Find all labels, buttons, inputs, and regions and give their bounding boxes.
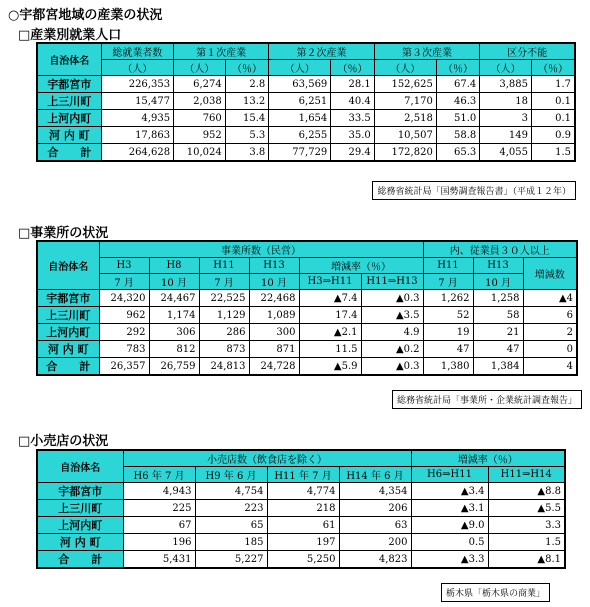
row-municipality-name: 上河内町 (37, 517, 123, 534)
table-cell: 3,885 (480, 76, 532, 93)
table-cell: 29.4 (331, 144, 374, 162)
retail-rate-sub: H11⇒H14 (488, 467, 565, 483)
table-cell: 7,170 (374, 93, 436, 110)
table-cell: 47 (423, 341, 473, 358)
table-cell: 196 (123, 534, 195, 551)
table-cell: 152,625 (374, 76, 436, 93)
row-municipality-name: 上三川町 (37, 307, 99, 324)
table-cell: ▲0.3 (361, 358, 423, 376)
employment-col-name: 自治体名 (37, 43, 101, 76)
employment-unit: （人） (174, 60, 226, 76)
table-cell: 300 (249, 324, 299, 341)
table-cell: 5,227 (195, 551, 267, 569)
table-cell: 292 (99, 324, 149, 341)
employment-unit: （％） (436, 60, 479, 76)
table-cell: 812 (149, 341, 199, 358)
table-cell: 0.1 (531, 110, 575, 127)
table-row (37, 127, 575, 144)
table-cell: 6,274 (174, 76, 226, 93)
table-cell: 26,357 (99, 358, 149, 376)
table-cell: 22,525 (199, 290, 249, 307)
table-cell: 962 (99, 307, 149, 324)
table-cell: 47 (473, 341, 523, 358)
business-year: H13 (249, 258, 299, 274)
table-cell: 19 (423, 324, 473, 341)
table-row (37, 517, 565, 534)
business-rate-sub: H11⇒H13 (361, 274, 423, 290)
table-cell: 185 (195, 534, 267, 551)
business-group1-header: 事業所数（民営） (99, 241, 423, 258)
table-cell: 149 (480, 127, 532, 144)
table-cell: 28.1 (331, 76, 374, 93)
table-cell: 873 (199, 341, 249, 358)
table-cell: 3 (480, 110, 532, 127)
table-cell: 4,935 (101, 110, 173, 127)
table-cell: ▲7.4 (299, 290, 361, 307)
business-col-name: 自治体名 (37, 241, 99, 290)
row-municipality-name: 合 計 (37, 144, 101, 162)
table-cell: 10,507 (374, 127, 436, 144)
table-cell: 2,518 (374, 110, 436, 127)
table-cell: 6 (523, 307, 577, 324)
table-cell: 65 (195, 517, 267, 534)
table-cell: ▲4 (523, 290, 577, 307)
table-cell: 24,813 (199, 358, 249, 376)
retail-period: H14 年 6 月 (339, 467, 411, 483)
table-cell: ▲0.3 (361, 290, 423, 307)
table-cell: ▲8.8 (488, 483, 565, 500)
table-cell: 4,055 (480, 144, 532, 162)
table-cell: ▲5.5 (488, 500, 565, 517)
table-cell: 4,354 (339, 483, 411, 500)
table-cell: 1,174 (149, 307, 199, 324)
table-cell: 22,468 (249, 290, 299, 307)
business-table (36, 240, 578, 376)
retail-period: H11 年 7 月 (267, 467, 339, 483)
table-cell: 5.3 (225, 127, 268, 144)
table-row (37, 144, 575, 162)
row-municipality-name: 合 計 (37, 358, 99, 376)
table-cell: 5,250 (267, 551, 339, 569)
table-cell: 24,467 (149, 290, 199, 307)
table-cell: 172,820 (374, 144, 436, 162)
table-cell: ▲5.9 (299, 358, 361, 376)
table-cell: 1,380 (423, 358, 473, 376)
retail-period: H6 年 7 月 (123, 467, 195, 483)
table-cell: ▲0.2 (361, 341, 423, 358)
table-row (37, 341, 577, 358)
employment-unit: （人） (101, 60, 173, 76)
employment-group-header: 区分不能 (480, 43, 575, 60)
table-cell: 63,569 (269, 76, 331, 93)
table-cell: 1,384 (473, 358, 523, 376)
table-cell: 952 (174, 127, 226, 144)
table-cell: 15.4 (225, 110, 268, 127)
table-row (37, 534, 565, 551)
business-rate-header: 増減率（％） (299, 258, 423, 274)
table-cell: 1,262 (423, 290, 473, 307)
table-cell: 4,754 (195, 483, 267, 500)
table-cell: 264,628 (101, 144, 173, 162)
employment-unit: （％） (225, 60, 268, 76)
table-cell: 0.1 (531, 93, 575, 110)
business-month: 10 月 (249, 274, 299, 290)
table-cell: ▲3.1 (411, 500, 488, 517)
table-row (37, 307, 577, 324)
table-cell: 15,477 (101, 93, 173, 110)
employment-unit: （人） (269, 60, 331, 76)
retail-source: 栃木県「栃木県の商業」 (441, 583, 550, 602)
table-cell: 51.0 (436, 110, 479, 127)
table-cell: 6,255 (269, 127, 331, 144)
row-municipality-name: 河 内 町 (37, 534, 123, 551)
row-municipality-name: 宇都宮市 (37, 290, 99, 307)
table-cell: 5,431 (123, 551, 195, 569)
table-cell: 2 (523, 324, 577, 341)
business-month: 7 月 (199, 274, 249, 290)
table-cell: ▲3.5 (361, 307, 423, 324)
table-cell: 33.5 (331, 110, 374, 127)
table-cell: 783 (99, 341, 149, 358)
table-cell: 17,863 (101, 127, 173, 144)
table-cell: 1.5 (531, 144, 575, 162)
row-municipality-name: 河 内 町 (37, 127, 101, 144)
table-cell: 21 (473, 324, 523, 341)
table-cell: 306 (149, 324, 199, 341)
business-group2-header: 内、従業員３０人以上 (423, 241, 577, 258)
table-row (37, 483, 565, 500)
table-cell: 58.8 (436, 127, 479, 144)
retail-rate-sub: H6⇒H11 (411, 467, 488, 483)
table-row (37, 551, 565, 569)
employment-source: 総務省統計局「国勢調査報告書」（平成１２年） (372, 181, 576, 200)
table-cell: 77,729 (269, 144, 331, 162)
table-cell: 1,654 (269, 110, 331, 127)
table-cell: 871 (249, 341, 299, 358)
table-cell: 760 (174, 110, 226, 127)
business-emp-year: H13 (473, 258, 523, 274)
table-row (37, 110, 575, 127)
table-cell: 1.5 (488, 534, 565, 551)
table-cell: 6,251 (269, 93, 331, 110)
table-row (37, 500, 565, 517)
page-title: ○宇都宮地域の産業の状況 (8, 8, 163, 23)
business-rate-sub: H3⇒H11 (299, 274, 361, 290)
employment-group-header: 第３次産業 (374, 43, 480, 60)
table-cell: 206 (339, 500, 411, 517)
retail-col-name: 自治体名 (37, 450, 123, 483)
table-cell: 11.5 (299, 341, 361, 358)
table-cell: ▲8.1 (488, 551, 565, 569)
table-cell: 0.9 (531, 127, 575, 144)
business-change-header: 増減数 (523, 258, 577, 290)
table-cell: ▲2.1 (299, 324, 361, 341)
table-cell: ▲3.4 (411, 483, 488, 500)
row-municipality-name: 上三川町 (37, 93, 101, 110)
table-cell: ▲3.3 (411, 551, 488, 569)
employment-table (36, 42, 576, 162)
table-row (37, 290, 577, 307)
table-cell: 4,943 (123, 483, 195, 500)
table-cell: 58 (473, 307, 523, 324)
retail-section-title: □小売店の状況 (18, 434, 109, 449)
table-cell: ▲9.0 (411, 517, 488, 534)
table-row (37, 76, 575, 93)
table-cell: 4 (523, 358, 577, 376)
row-municipality-name: 宇都宮市 (37, 76, 101, 93)
table-cell: 46.3 (436, 93, 479, 110)
row-municipality-name: 合 計 (37, 551, 123, 569)
table-cell: 13.2 (225, 93, 268, 110)
table-cell: 40.4 (331, 93, 374, 110)
table-cell: 1,129 (199, 307, 249, 324)
business-emp-year: H11 (423, 258, 473, 274)
table-cell: 0.5 (411, 534, 488, 551)
table-cell: 26,759 (149, 358, 199, 376)
employment-unit: （人） (480, 60, 532, 76)
business-emp-month: 7 月 (423, 274, 473, 290)
row-municipality-name: 上河内町 (37, 110, 101, 127)
table-cell: 1.7 (531, 76, 575, 93)
table-cell: 61 (267, 517, 339, 534)
table-cell: 10,024 (174, 144, 226, 162)
business-month: 10 月 (149, 274, 199, 290)
employment-unit: （人） (374, 60, 436, 76)
table-cell: 35.0 (331, 127, 374, 144)
table-cell: 63 (339, 517, 411, 534)
table-cell: 3.8 (225, 144, 268, 162)
table-row (37, 324, 577, 341)
table-cell: 218 (267, 500, 339, 517)
table-cell: 1,089 (249, 307, 299, 324)
table-cell: 4,774 (267, 483, 339, 500)
table-cell: 65.3 (436, 144, 479, 162)
business-year: H11 (199, 258, 249, 274)
table-cell: 4.9 (361, 324, 423, 341)
table-cell: 24,728 (249, 358, 299, 376)
table-cell: 223 (195, 500, 267, 517)
table-row (37, 93, 575, 110)
retail-group2-header: 増減率（％） (411, 450, 565, 467)
row-municipality-name: 上河内町 (37, 324, 99, 341)
table-cell: 286 (199, 324, 249, 341)
retail-table (36, 449, 566, 569)
table-row (37, 358, 577, 376)
table-cell: 1,258 (473, 290, 523, 307)
business-year: H3 (99, 258, 149, 274)
table-cell: 4,823 (339, 551, 411, 569)
table-cell: 3.3 (488, 517, 565, 534)
retail-group1-header: 小売店数（飲食店を除く） (123, 450, 411, 467)
table-cell: 24,320 (99, 290, 149, 307)
employment-group-header: 第１次産業 (174, 43, 269, 60)
business-month: 7 月 (99, 274, 149, 290)
business-source: 総務省統計局「事業所・企業統計調査報告」 (392, 390, 582, 409)
row-municipality-name: 河 内 町 (37, 341, 99, 358)
retail-period: H9 年 6 月 (195, 467, 267, 483)
employment-unit: （％） (331, 60, 374, 76)
table-cell: 200 (339, 534, 411, 551)
table-cell: 2.8 (225, 76, 268, 93)
table-cell: 0 (523, 341, 577, 358)
employment-section-title: □産業別就業人口 (18, 28, 122, 43)
employment-group-header: 第２次産業 (269, 43, 375, 60)
employment-group-header: 総就業者数 (101, 43, 173, 60)
row-municipality-name: 宇都宮市 (37, 483, 123, 500)
table-cell: 18 (480, 93, 532, 110)
business-emp-month: 10 月 (473, 274, 523, 290)
table-cell: 225 (123, 500, 195, 517)
row-municipality-name: 上三川町 (37, 500, 123, 517)
table-cell: 197 (267, 534, 339, 551)
business-year: H8 (149, 258, 199, 274)
table-cell: 67 (123, 517, 195, 534)
employment-unit: （％） (531, 60, 575, 76)
table-cell: 226,353 (101, 76, 173, 93)
table-cell: 67.4 (436, 76, 479, 93)
table-cell: 17.4 (299, 307, 361, 324)
business-section-title: □事業所の状況 (18, 226, 109, 241)
table-cell: 52 (423, 307, 473, 324)
table-cell: 2,038 (174, 93, 226, 110)
